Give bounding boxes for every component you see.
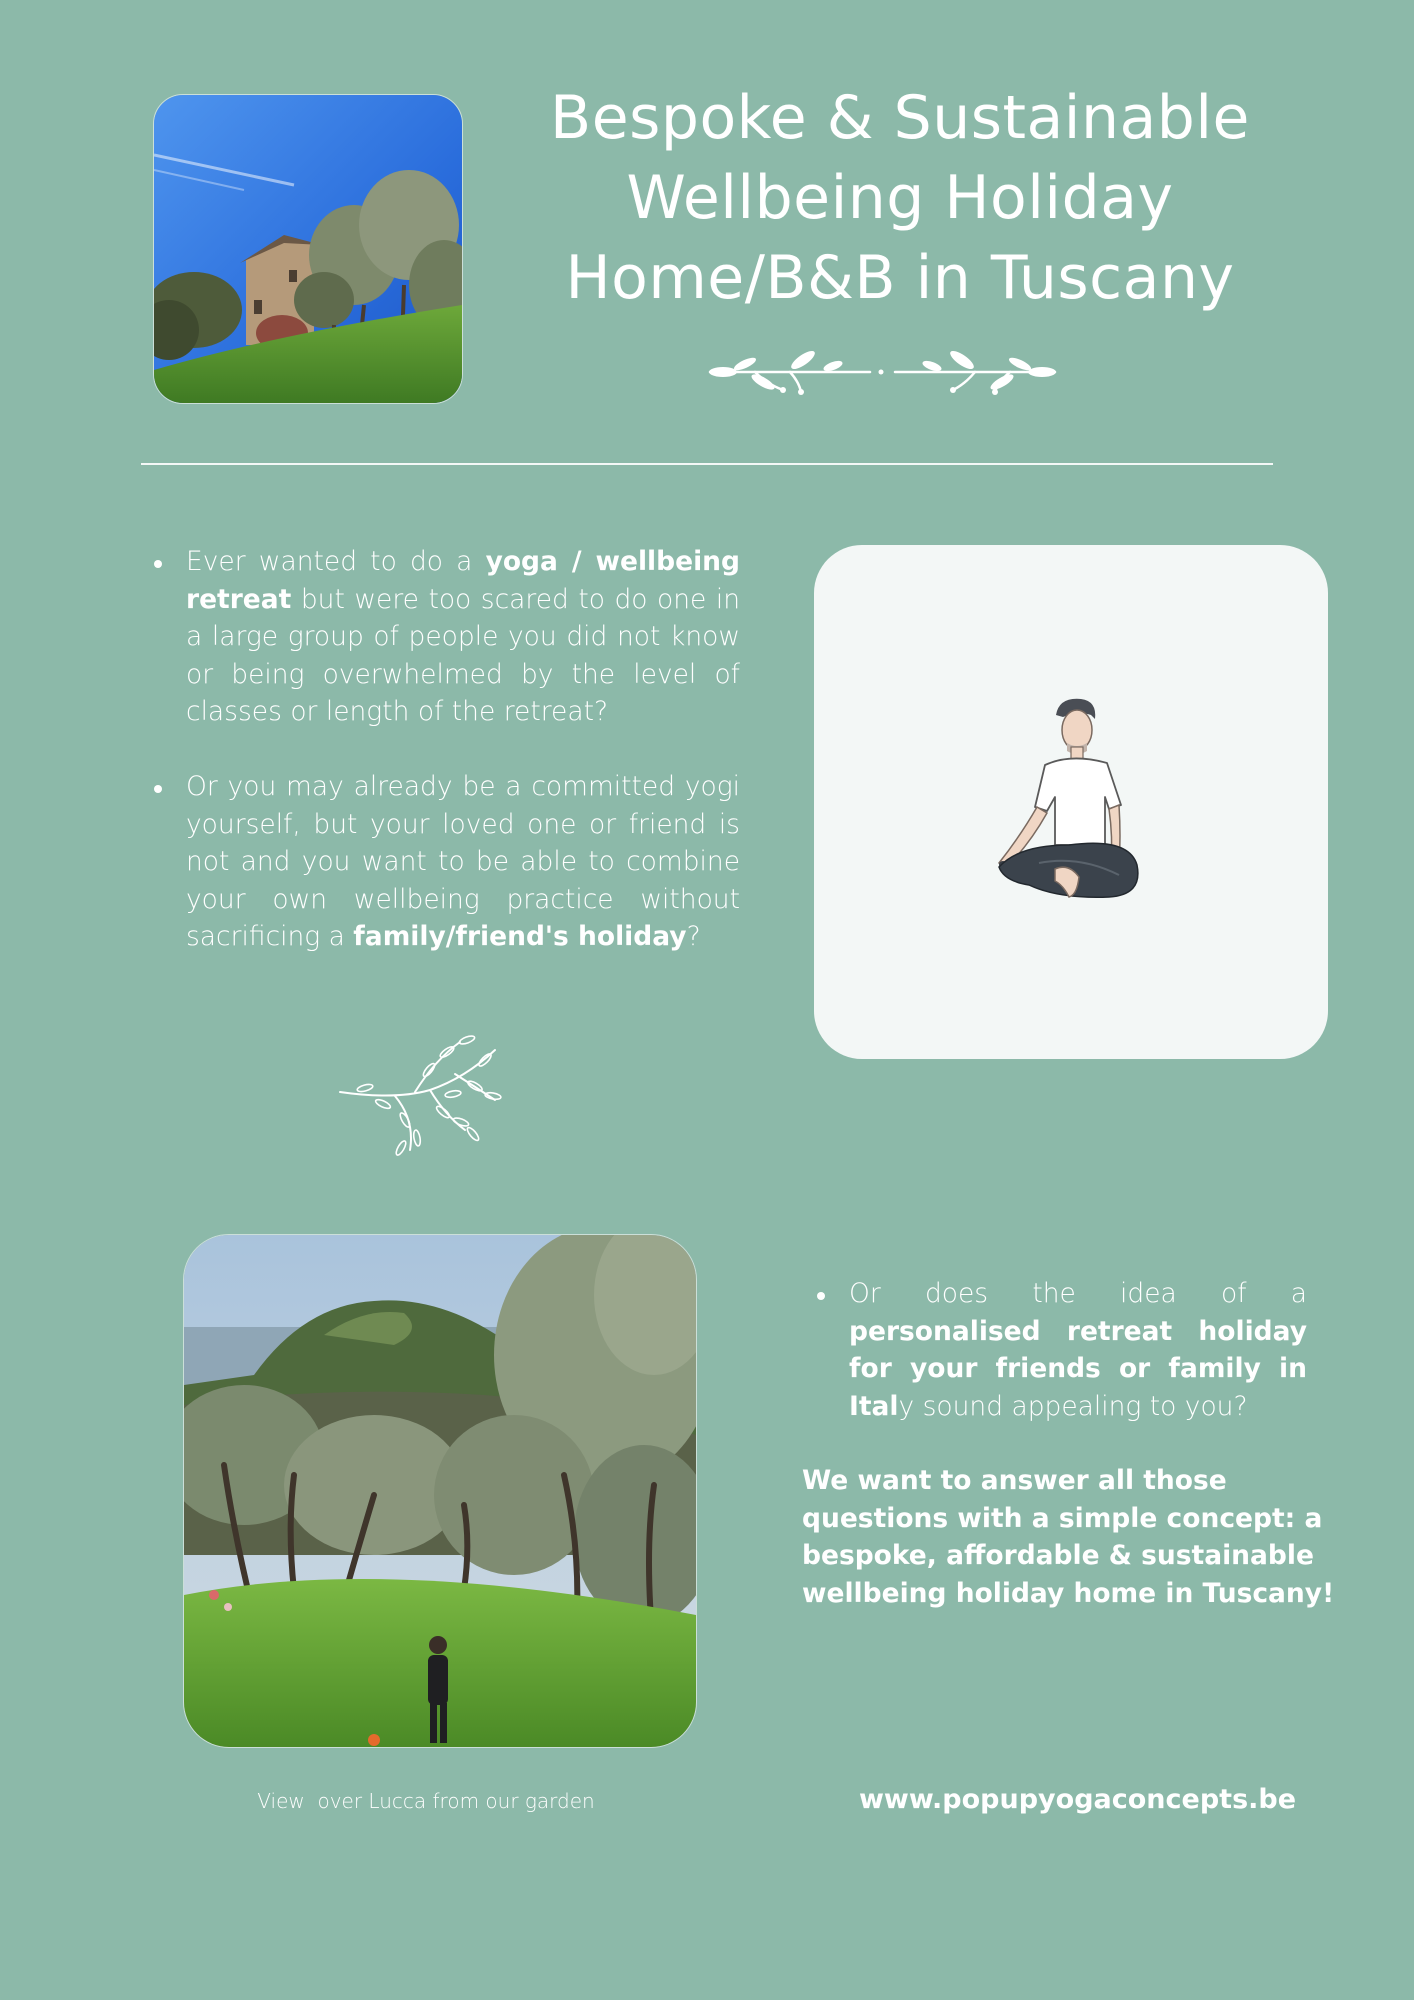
bullet-text: Or you may already be a committed yogi yourself, but your loved one or friend is not and you want to be able to combine your own wellbeing practice without sacrificing a: [186, 771, 740, 952]
title-line: Bespoke & Sustainable: [550, 83, 1250, 153]
branch-flourish-icon: [695, 348, 1070, 404]
section-divider: [141, 463, 1273, 465]
closing-statement: [802, 1462, 1335, 1612]
bullet-text: Or does the idea of a: [849, 1278, 1307, 1309]
closing-line: questions with a simple concept: a: [802, 1502, 1323, 1534]
bullet-item: [154, 543, 740, 731]
yoga-illustration-card: [814, 545, 1328, 1059]
olive-branch-icon: [335, 1030, 505, 1165]
title-line: Home/B&B in Tuscany: [565, 243, 1235, 313]
bullet-item: [154, 768, 740, 956]
bullet-bold-text: family/friend's holiday: [353, 921, 687, 952]
closing-line: We want to answer all those: [802, 1465, 1227, 1496]
title-line: Wellbeing Holiday: [626, 163, 1174, 233]
photo-caption: View over Lucca from our garden: [257, 1789, 595, 1813]
secondary-bullet-list: [817, 1275, 1307, 1425]
bullet-text: Ever wanted to do a: [186, 546, 486, 577]
bullet-text: y sound appealing to you?: [898, 1390, 1248, 1422]
house-hillside-photo: [153, 94, 463, 404]
closing-line: wellbeing holiday home in Tuscany!: [802, 1577, 1335, 1609]
bullet-bold-text: personalised retreat holiday for your friends or family in Ital: [849, 1315, 1307, 1422]
meditating-person-icon: [959, 685, 1159, 915]
closing-line: bespoke, affordable & sustainable: [802, 1540, 1314, 1571]
intro-bullet-list: [154, 543, 740, 956]
page-title: [490, 78, 1310, 318]
bullet-text: ?: [686, 921, 701, 952]
lucca-view-photo: [183, 1234, 697, 1748]
bullet-bold-text: yoga / wellbeing retreat: [186, 546, 740, 615]
bullet-item: [817, 1275, 1307, 1425]
website-link[interactable]: www.popupyogaconcepts.be: [858, 1784, 1297, 1815]
bullet-text: but were too scared to do one in a large group of people you did not know or being overwhelmed by the level of classes or length of the retreat?: [186, 583, 740, 727]
